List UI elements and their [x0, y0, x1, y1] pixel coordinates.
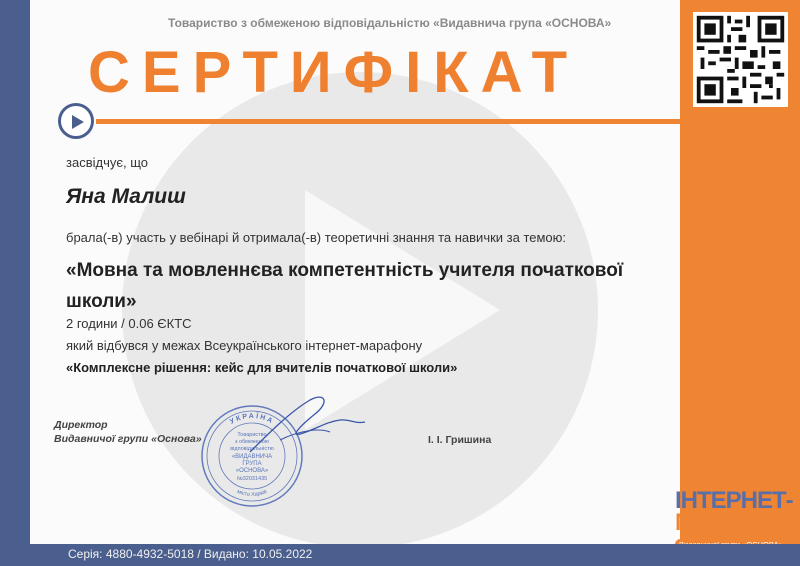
- play-icon: [70, 114, 86, 130]
- signatory-role: [54, 418, 202, 446]
- svg-text:місто Харків: [236, 489, 268, 498]
- signatory-role-line2: Видавничої групи «Основа»: [54, 433, 202, 445]
- divider-line: [96, 119, 680, 124]
- signatory-name: І. І. Гришина: [428, 434, 492, 446]
- series-footer: Серія: 4880-4932-5018 / Видано: 10.05.2022: [68, 547, 313, 561]
- certificate-title: СЕРТИФІКАТ: [88, 40, 580, 105]
- participation-text: брала(-в) участь у вебінарі й отримала(-в) теоретичні знання та навички за темою:: [66, 230, 567, 245]
- play-badge: [58, 103, 94, 139]
- webinar-topic: «Мовна та мовленнєва компетентність учителя початкової школи»: [66, 260, 624, 312]
- certificate-paper: [30, 0, 800, 544]
- stamp-bottom-text: місто Харків: [236, 488, 268, 499]
- stamp-line6: «ОСНОВА»: [235, 468, 269, 474]
- marathon-title: «Комплексне рішення: кейс для вчителів початкової школи»: [66, 360, 458, 375]
- held-within-text: який відбувся у межах Всеукраїнського інтернет-марафону: [66, 338, 423, 353]
- internet-marathon-logo: [675, 487, 800, 552]
- stamp-top-text: УКРАЇНА: [228, 412, 276, 426]
- stamp-line2: з обмеженою: [235, 439, 269, 445]
- qr-code-icon: [693, 12, 788, 107]
- stamp-line3: відповідальністю: [230, 446, 274, 452]
- recipient-name: Яна Малиш: [66, 185, 186, 208]
- duration-text: 2 години / 0.06 ЄКТС: [66, 316, 192, 331]
- stamp-line5: ГРУПА: [242, 461, 262, 467]
- logo-line2: МАРАФОН: [675, 509, 793, 536]
- stamp-line4: «ВИДАВНИЧА: [231, 454, 273, 460]
- left-border: [0, 0, 30, 566]
- signatory-role-line1: Директор: [54, 419, 108, 431]
- logo-line1: ІНТЕРНЕТ-: [675, 487, 793, 514]
- stamp-code: №32031435: [236, 476, 268, 482]
- stamp-line1: Товариство: [237, 432, 267, 438]
- signature-icon: [230, 392, 370, 462]
- certifies-text: засвідчує, що: [66, 155, 148, 170]
- company-name: Товариство з обмеженою відповідальністю «Видавнича група «ОСНОВА»: [168, 16, 612, 30]
